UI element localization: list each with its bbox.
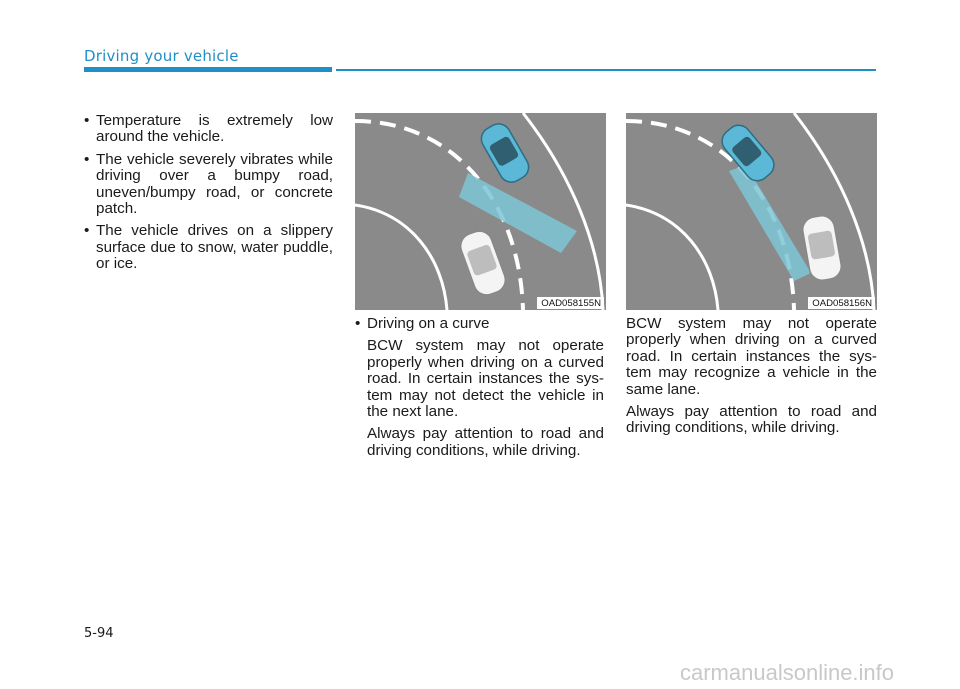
figure-code: OAD058155N [537,297,604,309]
section-title: Driving your vehicle [84,47,239,65]
column-3 [626,316,877,443]
paragraph: Always pay attention to road and driving conditions, while driving. [626,403,877,437]
column-1 [84,113,333,279]
curve-road-illustration-1 [355,113,606,310]
paragraph: BCW system may not operate properly when driving on a curved road. In certain instances the sys-tem may not detect the vehicle in the next lane. [367,337,604,421]
header-rule-thin [336,69,876,71]
paragraph: Always pay attention to road and driving conditions, while driving. [367,425,604,459]
list-item: • The vehicle drives on a slippery surface due to snow, water puddle, or ice. [84,223,333,272]
curve-road-illustration-2 [626,113,877,310]
list-item: • Temperature is extremely low around the vehicle. [84,113,333,146]
figure-code: OAD058156N [808,297,875,309]
curve-list [355,316,604,332]
column-2 [355,316,604,465]
figure-curve-same-lane [626,113,877,310]
header-rule-thick [84,67,332,72]
figure-curve-adjacent-lane [355,113,606,310]
list-item: • Driving on a curve [355,316,604,332]
page-number: 5-94 [84,626,114,641]
list-item: • The vehicle severely vibrates while driving over a bumpy road, uneven/bumpy road, or concrete patch. [84,152,333,218]
watermark: carmanualsonline.info [680,660,895,685]
paragraph: BCW system may not operate properly when driving on a curved road. In certain instances the sys-tem may recognize a vehicle in the same lane. [626,315,877,398]
condition-list [84,113,333,273]
